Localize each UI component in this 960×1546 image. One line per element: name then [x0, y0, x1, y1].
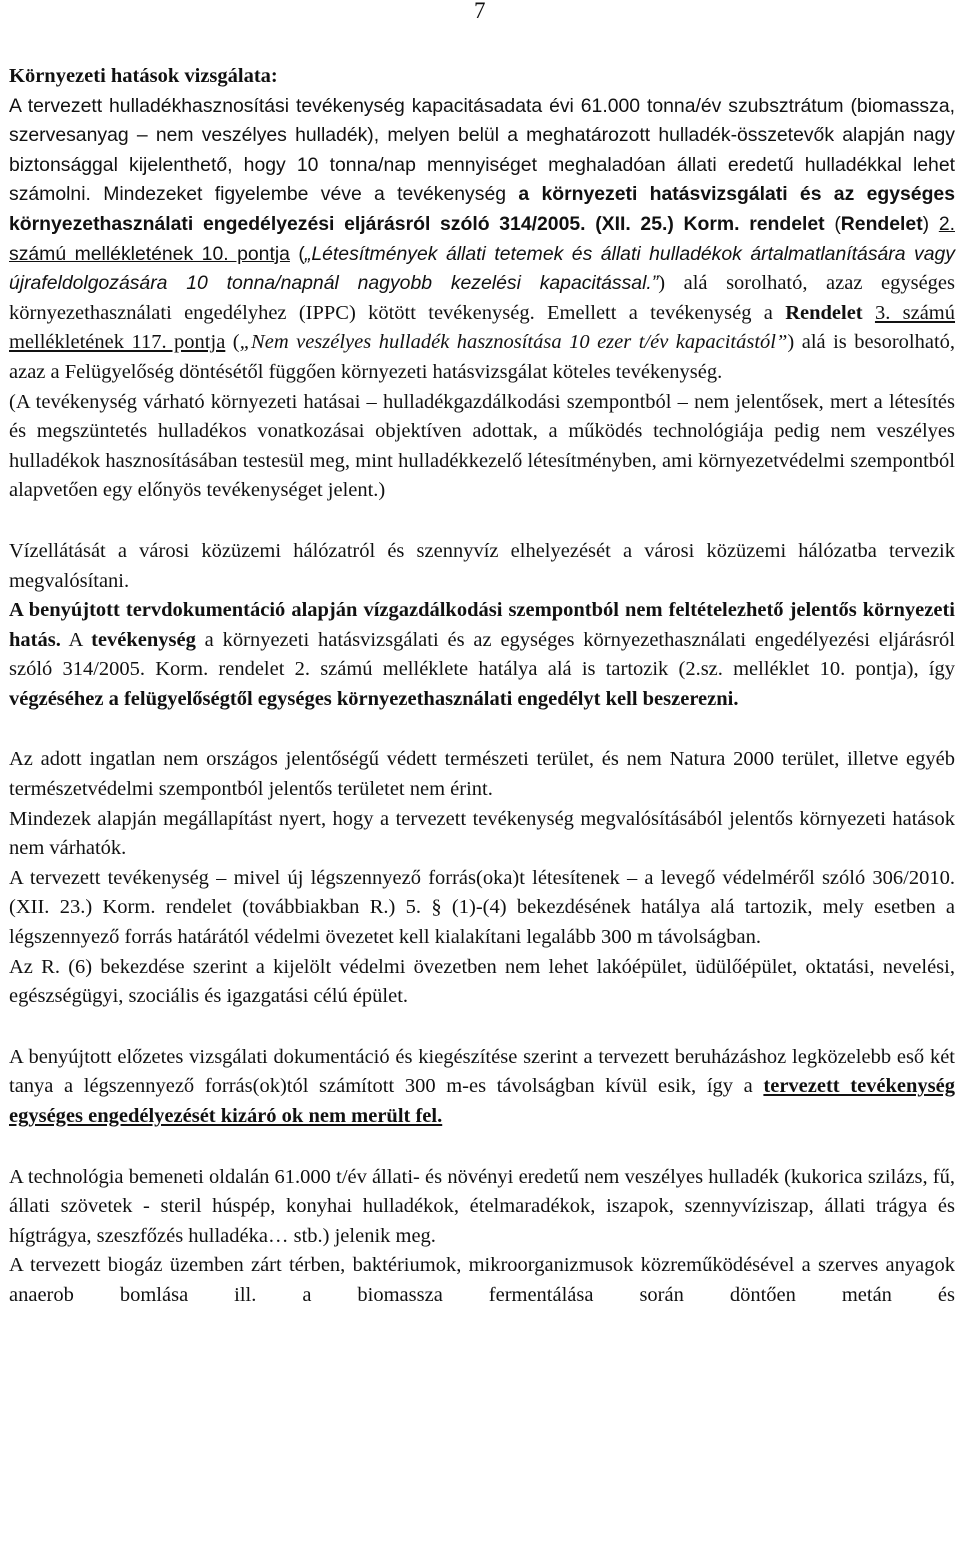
paragraph-air-pollution: A tervezett tevékenység – mivel új légszennyező forrás(oka)t létesítenek – a levegő védelméről szóló 306/2010. (XII. 23.) Korm. rendelet (továbbiakban R.) 5. § (1)-(4) bekezdésének hatálya alá tartozik, mely esetben a légszennyező forrás határától védelmi övezetet kell kialakítani legalább 300 m távolságban. — [9, 866, 955, 949]
capacity-text-cont: Mindezeket figyelembe véve a tevékenység — [90, 183, 519, 206]
permit-requirement: végzéséhez a felügyelőségtől egységes környezethasználati engedélyt kell beszerezni. — [9, 687, 739, 710]
paren-open-2: ( — [289, 242, 305, 265]
annex2-link[interactable]: 2. számú mellékletének 10. pontja — [9, 212, 955, 265]
paragraph-protected-area: Az adott ingatlan nem országos jelentőségű védett természeti terület, és nem Natura 2000 terület, illetve egyéb természetvédelmi szempontból jelentős területet nem érint. — [9, 748, 955, 801]
paragraph-technology-input: A technológia bemeneti oldalán 61.000 t/év állati- és növényi eredetű nem veszélyes hulladék (kukorica szilázs, fű, állati szövetek - steril húspép, konyhai hulladékok, ételmaradékok, iszapok, szennyvíziszap, állati trágya és hígtrágya, szeszfőzés hulladéka… stb.) jelenik meg. — [9, 1165, 955, 1247]
paragraph-water-management — [9, 596, 955, 714]
annex3-link[interactable]: 3. számú mellékletének 117. pontja — [9, 301, 956, 354]
paragraph-biogas: A tervezett biogáz üzemben zárt térben, baktériumok, mikroorganizmusok közreműködésével a szerves anyagok anaerob bomlása ill. a biomassza fermentálása során döntően metán és — [9, 1254, 955, 1306]
farmsteads-text: A benyújtott előzetes vizsgálati dokumentáció és kiegészítése szerint a tervezett beruházáshoz legközelebb eső két tanya a légszennyező forrás(ok)tól számított 300 m-es távolságban kívül esik, így a — [9, 1045, 955, 1098]
rendelet-short: Rendelet — [840, 212, 923, 235]
water-conclusion: A benyújtott tervdokumentáció alapján vízgazdálkodási szempontból nem feltételezhető jelentős környezeti hatás. — [9, 599, 955, 651]
ippc-text: ) alá sorolható, azaz egységes környezethasználati engedélyhez (IPPC) kötött tevékenység. Emellett a tevékenység a — [9, 272, 955, 324]
paragraph-water-supply: Vízellátását a városi közüzemi hálózatról és szennyvíz elhelyezését a városi közüzemi hálózatba tervezik megvalósítani. — [9, 539, 955, 592]
activity-bold: tevékenység — [91, 628, 196, 651]
page-number: 7 — [474, 0, 486, 23]
paragraph-capacity — [9, 92, 955, 388]
paragraph-expected-impacts: (A tevékenység várható környezeti hatásai – hulladékgazdálkodási szempontból – nem jelentősek, mert a létesítés és megszüntetés hulladékos vonatkozásai objektíven adottak, a működés technológiája pedig nem veszélyes hulladékok hasznosításában testesül meg, mint hulladékkezelő létesítményben, ami környezetvédelmi szempontból alapvetően egy előnyös tevékenységet jelent.) — [9, 390, 955, 502]
annex3-quote: „Nem veszélyes hulladék hasznosítása 10 ezer t/év kapacitástól” — [239, 331, 788, 354]
no-exclusion-statement: tervezett tevékenység egységes engedélyezését kizáró ok nem merült fel. — [9, 1075, 956, 1127]
paragraph-conclusion: Mindezek alapján megállapítást nyert, hogy a tervezett tevékenység megvalósításából jelentős környezeti hatások nem várhatók. — [9, 807, 955, 860]
impact-assessment-text: ) alá is besorolható, azaz a Felügyelőség döntésétől függően környezeti hatásvizsgálat köteles tevékenység. — [9, 331, 956, 383]
space — [863, 302, 875, 324]
rendelet-bold: Rendelet — [785, 301, 863, 324]
paren-open-3: ( — [225, 331, 240, 354]
paragraph-farmsteads — [9, 1043, 955, 1132]
paragraph-protection-zone: Az R. (6) bekezdése szerint a kijelölt védelmi övezetben nem lehet lakóépület, üdülőépület, oktatási, nevelési, egészségügyi, szociális és igazgatási célú épület. — [9, 955, 955, 1008]
section-heading: Környezeti hatások vizsgálata: — [9, 65, 278, 87]
paren-close: ) — [922, 212, 939, 235]
permit-text: a környezeti hatásvizsgálati és az egységes környezethasználati engedélyezési eljárásról szóló 314/2005. Korm. rendelet 2. számú melléklete hatálya alá is tartozik (2.sz. melléklet 10. pontja), így — [9, 628, 955, 681]
capacity-text: A tervezett hulladékhasznosítási tevékenység kapacitásadata évi 61.000 tonna/év szubsztrátum (biomassza, szervesanyag – nem veszélyes hulladék), melyen belül a meghatározott hulladék-összetevők alapján nagy biztonsággal kijelenthető, hogy 10 tonna/nap mennyiséget meghaladóan állati eredetű hulladékkal lehet számolni. — [9, 94, 955, 206]
text-a: A — [60, 628, 92, 651]
paren-open: ( — [824, 212, 841, 235]
decree-reference: a környezeti hatásvizsgálati és az egységes környezethasználati engedélyezési eljárásról szóló 314/2005. (XII. 25.) Korm. rendelet — [9, 183, 955, 235]
document-body — [9, 62, 955, 1311]
annex2-quote: „Létesítmények állati tetemek és állati hulladékok ártalmatlanítására vagy újrafeldolgozására 10 tonna/napnál nagyobb kezelési kapacitással.” — [9, 242, 955, 295]
